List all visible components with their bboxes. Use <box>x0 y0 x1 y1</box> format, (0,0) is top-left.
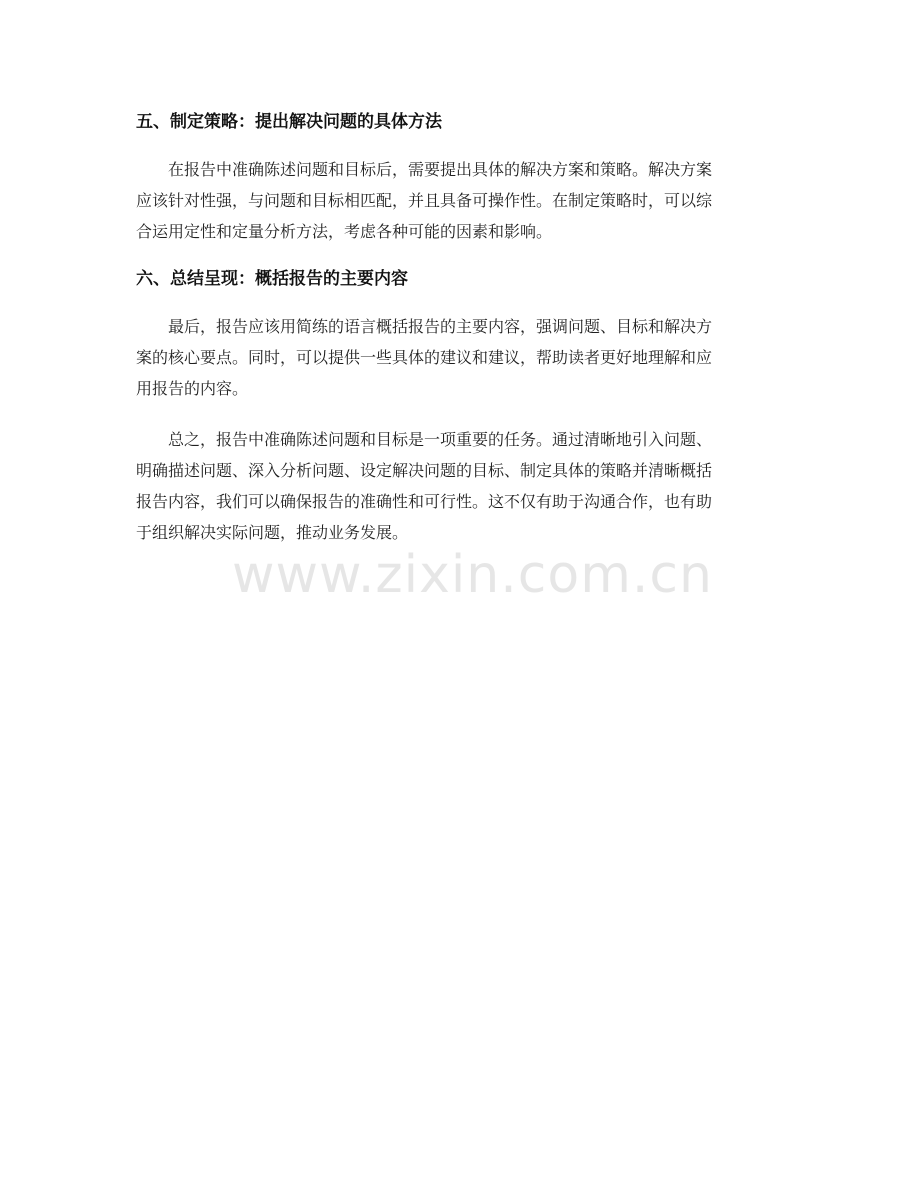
paragraph-line: 报告内容，我们可以确保报告的准确性和可行性。这不仅有助于沟通合作，也有助 <box>136 492 713 511</box>
paragraph-line: 明确描述问题、深入分析问题、设定解决问题的目标、制定具体的策略并清晰概括 <box>136 461 713 480</box>
paragraph-line: 应该针对性强，与问题和目标相匹配，并且具备可操作性。在制定策略时，可以综 <box>136 191 713 210</box>
watermark: www.zixin.com.cn <box>232 545 713 605</box>
paragraph-line: 合运用定性和定量分析方法，考虑各种可能的因素和影响。 <box>136 222 553 241</box>
section-heading-summary: 六、总结呈现：概括报告的主要内容 <box>136 269 408 289</box>
paragraph-strategy <box>136 154 786 247</box>
paragraph-line: 最后，报告应该用简练的语言概括报告的主要内容，强调问题、目标和解决方 <box>168 317 713 336</box>
paragraph-line: 总之，报告中准确陈述问题和目标是一项重要的任务。通过清晰地引入问题、 <box>168 430 713 449</box>
paragraph-line: 用报告的内容。 <box>136 379 249 398</box>
paragraph-line: 于组织解决实际问题，推动业务发展。 <box>136 523 409 542</box>
paragraph-line: 案的核心要点。同时，可以提供一些具体的建议和建议，帮助读者更好地理解和应 <box>136 348 713 367</box>
section-heading-strategy: 五、制定策略：提出解决问题的具体方法 <box>136 112 442 132</box>
paragraph-conclusion <box>136 424 786 548</box>
document-content <box>136 108 786 560</box>
paragraph-line: 在报告中准确陈述问题和目标后，需要提出具体的解决方案和策略。解决方案 <box>168 160 713 179</box>
paragraph-summary <box>136 311 786 404</box>
